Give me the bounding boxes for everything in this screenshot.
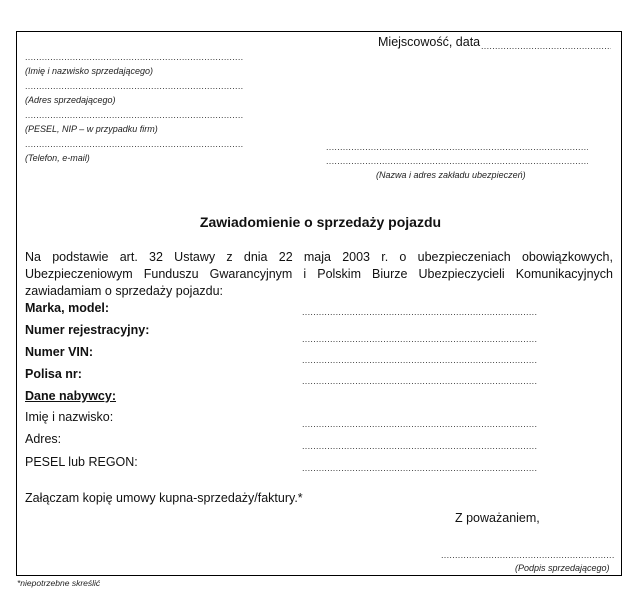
insurer-address-field[interactable]: [326, 156, 588, 166]
place-date-label: Miejscowość, data: [378, 35, 481, 49]
seller-pesel-nip-hint: (PESEL, NIP – w przypadku firm): [25, 124, 158, 134]
vin-number-label: Numer VIN:: [25, 345, 94, 359]
attachment-note: Załączam kopię umowy kupna-sprzedaży/faktury.*: [25, 491, 303, 505]
buyer-address-field[interactable]: [302, 441, 538, 451]
buyer-name-field[interactable]: [302, 419, 538, 429]
vehicle-make-model-label: Marka, model:: [25, 301, 110, 315]
seller-name-hint: (Imię i nazwisko sprzedającego): [25, 66, 154, 76]
vehicle-make-model-field[interactable]: [302, 307, 538, 317]
insurer-name-field[interactable]: [326, 142, 588, 152]
seller-pesel-nip-field[interactable]: [25, 110, 243, 120]
insurer-hint: (Nazwa i adres zakładu ubezpieczeń): [376, 170, 526, 180]
signature-field[interactable]: [441, 550, 614, 560]
place-date-row: [378, 35, 480, 49]
buyer-pesel-regon-field[interactable]: [302, 463, 538, 473]
policy-number-label: Polisa nr:: [25, 367, 82, 381]
buyer-pesel-regon-label: PESEL lub REGON:: [25, 455, 138, 469]
signature-hint: (Podpis sprzedającego): [515, 563, 610, 573]
document-title: Zawiadomienie o sprzedaży pojazdu: [199, 214, 442, 230]
buyer-section-heading: Dane nabywcy:: [25, 389, 117, 403]
buyer-name-label: Imię i nazwisko:: [25, 410, 114, 424]
seller-address-hint: (Adres sprzedającego): [25, 95, 116, 105]
registration-number-label: Numer rejestracyjny:: [25, 323, 150, 337]
intro-paragraph: Na podstawie art. 32 Ustawy z dnia 22 maja 2003 r. o ubezpieczeniach obowiązkowych, Ubezpieczeniowym Funduszu Gwarancyjnym i Polskim Biurze Ubezpieczycieli Komunikacyjnych zawiadamiam o sprzedaży pojazdu:: [25, 250, 613, 298]
seller-name-field[interactable]: [25, 52, 243, 62]
buyer-address-label: Adres:: [25, 432, 62, 446]
place-date-field[interactable]: [481, 41, 611, 51]
vin-number-field[interactable]: [302, 355, 538, 365]
registration-number-field[interactable]: [302, 334, 538, 344]
seller-address-field[interactable]: [25, 81, 243, 91]
footnote: *niepotrzebne skreślić: [17, 578, 101, 588]
seller-contact-field[interactable]: [25, 139, 243, 149]
policy-number-field[interactable]: [302, 376, 538, 386]
closing-salutation: Z poważaniem,: [455, 511, 540, 525]
seller-contact-hint: (Telefon, e-mail): [25, 153, 90, 163]
